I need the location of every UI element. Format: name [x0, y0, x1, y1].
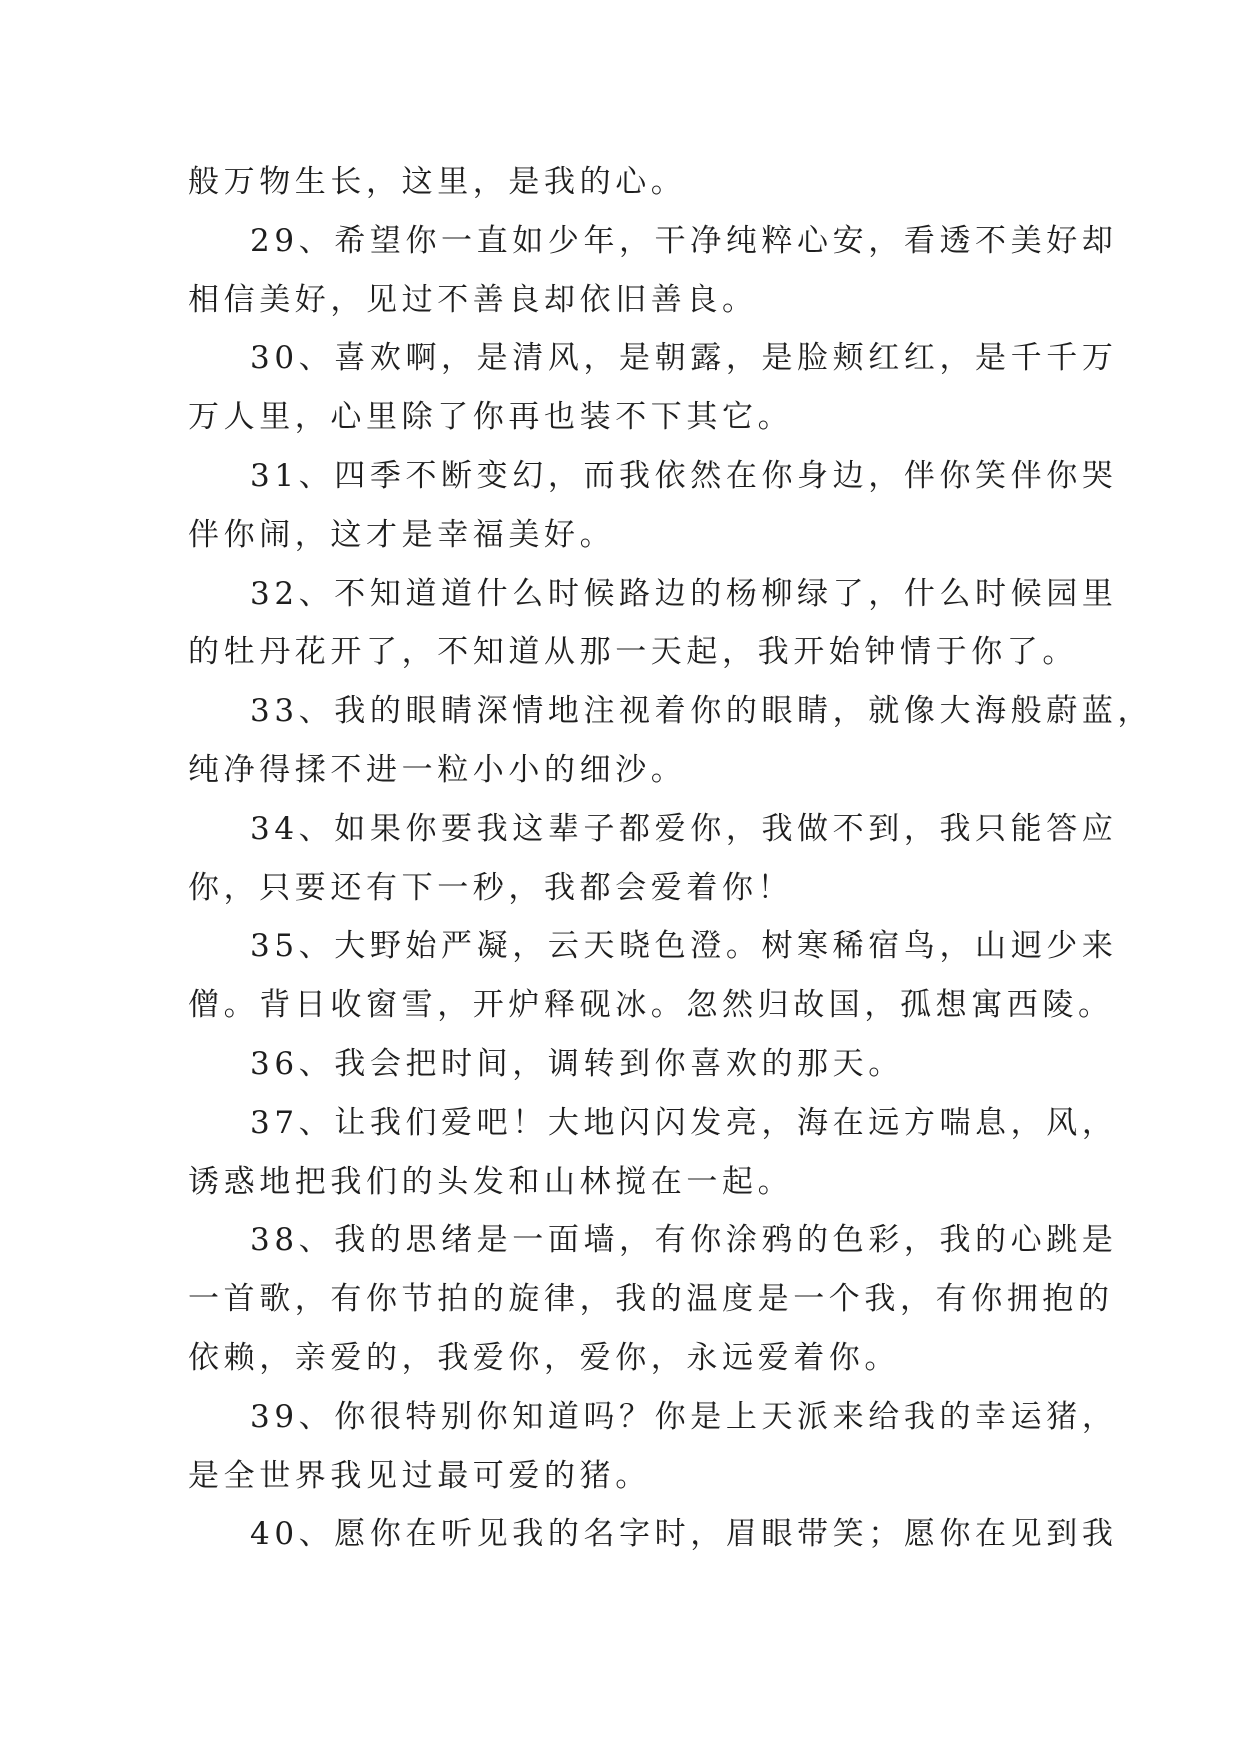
document-body: [188, 153, 1154, 1564]
text-line: 39、你很特别你知道吗？你是上天派来给我的幸运猪，: [250, 1398, 1118, 1435]
text-line: 僧。背日收窗雪，开炉释砚冰。忽然归故国，孤想寓西陵。: [188, 987, 1114, 1024]
text-line: 依赖，亲爱的，我爱你，爱你，永远爱着你。: [188, 1339, 900, 1376]
text-line: 35、大野始严凝，云天晓色澄。树寒稀宿鸟，山迥少来: [250, 928, 1118, 965]
text-line: 一首歌，有你节拍的旋律，我的温度是一个我，有你拥抱的: [188, 1281, 1114, 1318]
text-line: 30、喜欢啊，是清风，是朝露，是脸颊红红，是千千万: [250, 340, 1118, 377]
text-line: 29、希望你一直如少年，干净纯粹心安，看透不美好却: [250, 222, 1118, 259]
text-line: 的牡丹花开了，不知道从那一天起，我开始钟情于你了。: [188, 634, 1078, 671]
text-line: 40、愿你在听见我的名字时，眉眼带笑；愿你在见到我: [250, 1516, 1118, 1553]
text-line: 万人里，心里除了你再也装不下其它。: [188, 399, 794, 436]
text-line: 诱惑地把我们的头发和山林搅在一起。: [188, 1163, 794, 1200]
text-line: 伴你闹，这才是幸福美好。: [188, 516, 616, 553]
text-line: 34、如果你要我这辈子都爱你，我做不到，我只能答应: [250, 810, 1118, 847]
text-line: 36、我会把时间，调转到你喜欢的那天。: [250, 1045, 904, 1082]
text-line: 是全世界我见过最可爱的猪。: [188, 1457, 651, 1494]
text-line: 37、让我们爱吧！大地闪闪发亮，海在远方喘息，风，: [250, 1104, 1118, 1141]
text-line: 纯净得揉不进一粒小小的细沙。: [188, 751, 687, 788]
text-line: 32、不知道道什么时候路边的杨柳绿了，什么时候园里: [250, 575, 1118, 612]
text-line: 33、我的眼睛深情地注视着你的眼睛，就像大海般蔚蓝，: [250, 693, 1154, 730]
text-line: 31、四季不断变幻，而我依然在你身边，伴你笑伴你哭: [250, 457, 1118, 494]
text-line: 你，只要还有下一秒，我都会爱着你！: [188, 869, 794, 906]
text-line: 般万物生长，这里，是我的心。: [188, 164, 687, 200]
text-line: 相信美好，见过不善良却依旧善良。: [188, 281, 758, 318]
text-line: 38、我的思绪是一面墙，有你涂鸦的色彩，我的心跳是: [250, 1222, 1118, 1259]
